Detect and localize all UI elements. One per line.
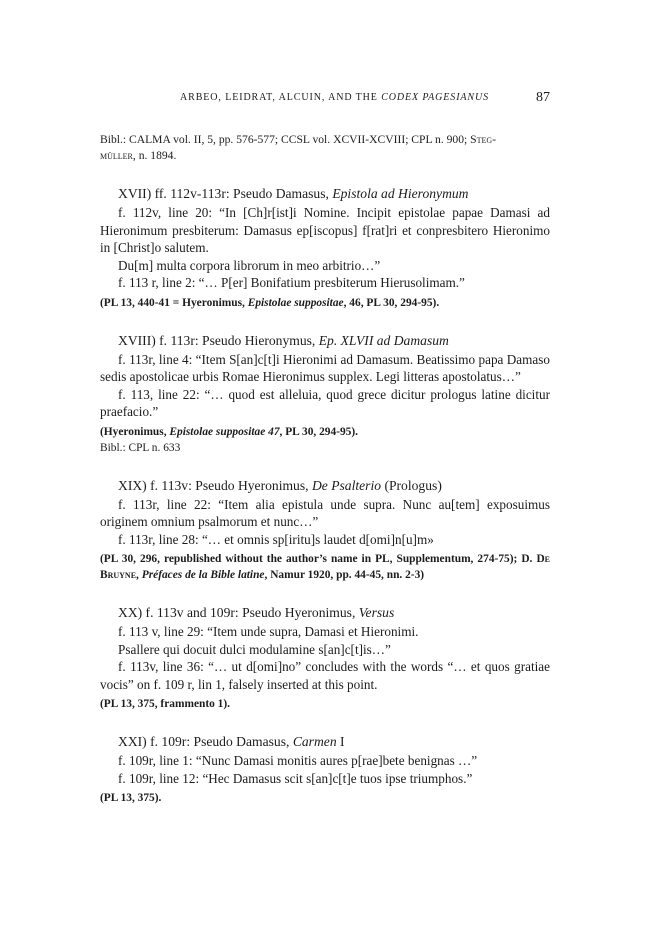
intro-bibl-author-a: Steg- [470,133,497,146]
page-number: 87 [536,90,550,105]
entry-title [100,185,550,203]
entry-paragraph: f. 113r, line 4: “Item S[an]c[t]i Hieronimi ad Damasum. Beatissimo papa Damaso sedis apostolicae urbis Romae Hieronimus supplex. Legi litteras apostolatus…” [100,351,550,384]
entry-xxi [100,733,550,806]
entry-title-suffix: I [336,734,345,749]
entry-reference [100,551,550,583]
ref-italic: Epistolae suppositae 47 [169,425,280,438]
entry-paragraph: f. 113 r, line 2: “… P[er] Bonifatium presbiterum Hierusolimam.” [118,275,465,290]
entry-title-text: XX) f. 113v and 109r: Pseudo Hyeronimus, [118,605,359,620]
ref-text-end: , Namur 1920, pp. 44-45, nn. 2-3) [264,569,425,581]
entry-paragraph: f. 113, line 22: “… quod est alleluia, quod grece dicitur prologus latine dicitur praefacio.” [100,386,550,419]
running-head [100,92,550,108]
intro-bibliography [100,132,550,164]
entry-title [100,332,550,350]
entry-reference [100,295,550,311]
ref-italic: Préfaces de la Bible latine [141,569,265,581]
entry-paragraph: f. 109r, line 12: “Hec Damasus scit s[an]c[t]e tuos ipse triumphos.” [118,770,473,786]
ref-italic: Epistolae suppositae [247,296,344,309]
running-title [180,92,489,103]
entry-title-italic: Versus [358,605,395,620]
ref-author: De Bruyne [100,553,550,581]
ref-text: (PL 30, 296, republished without the author’s name in PL, Supplementum, 274-75); D. [100,553,537,565]
entry-paragraph: Psallere qui docuit dulci modulamine s[an]c[t]is…” [118,641,391,657]
entry-paragraph: f. 113 v, line 29: “Item unde supra, Damasi et Hieronimi. [118,624,419,639]
entry-paragraph: f. 113r, line 28: “… et omnis sp[iritu]s laudet d[omi]n[u]m» [118,531,434,547]
ref-text-end: , 46, PL 30, 294-95). [343,296,440,309]
entry-title-text: XXI) f. 109r: Pseudo Damasus, [118,734,293,749]
entry-paragraph: Du[m] multa corpora librorum in meo arbitrio…” [118,257,381,273]
entry-reference [100,424,550,440]
entry-reference: (PL 13, 375). [100,792,162,804]
entry-title-italic: Ep. XLVII ad Damasum [318,332,449,348]
intro-bibl-end: , n. 1894. [132,149,177,162]
ref-sep: , [136,569,142,581]
entry-title [100,733,550,751]
entry-xviii [100,332,550,456]
entry-title-suffix: (Prologus) [381,477,442,493]
ref-text: (Hyeronimus, [100,425,170,438]
entry-title-italic: Carmen [292,734,337,749]
entry-paragraph: f. 113r, line 22: “Item alia epistula unde supra. Nunc au[tem] exposuimus originem omnium psalmorum et nunc…” [100,496,550,529]
entry-title-text: XIX) f. 113v: Pseudo Hyeronimus, [118,477,312,493]
entry-title [100,604,550,622]
entry-title-text: XVII) ff. 112v-113r: Pseudo Damasus, [118,186,333,201]
entry-xx [100,604,550,712]
entry-title-italic: Epistola ad Hieronymum [332,186,469,201]
entry-bibliography: Bibl.: CPL n. 633 [100,441,181,454]
ref-text-end: , PL 30, 294-95). [279,425,358,438]
entry-paragraph: f. 112v, line 20: “In [Ch]r[ist]i Nomine. Incipit epistolae papae Damasi ad Hieronimum presbiterum: Damasus ep[iscopus] f[rat]ri et conpresbitero Hieronimo in [Christ]o salutem. [100,205,550,255]
entry-title-text: XVIII) f. 113r: Pseudo Hieronymus, [118,332,319,348]
entry-paragraph: f. 113v, line 36: “… ut d[omi]no” concludes with the words “… et quos gratiae vocis” on f. 109 r, lin 1, falsely inserted at this point. [100,659,550,692]
ref-text: (PL 13, 440-41 = Hyeronimus, [100,296,248,309]
entry-paragraph: f. 109r, line 1: “Nunc Damasi monitis aures p[rae]bete benignas …” [118,753,478,768]
page-body [100,132,550,806]
intro-bibl-text: Bibl.: CALMA vol. II, 5, pp. 576-577; CCSL vol. XCVII-XCVIII; CPL n. 900; [100,133,471,146]
entry-title-italic: De Psalterio [311,477,382,493]
running-title-italic: CODEX PAGESIANUS [381,92,490,103]
intro-bibl-author-b: müller [100,149,133,162]
entry-xvii [100,185,550,311]
entry-reference: (PL 13, 375, frammento 1). [100,698,231,710]
running-title-main: ARBEO, LEIDRAT, ALCUIN, AND THE [180,92,382,103]
entry-title [100,477,550,495]
entry-xix [100,477,550,584]
